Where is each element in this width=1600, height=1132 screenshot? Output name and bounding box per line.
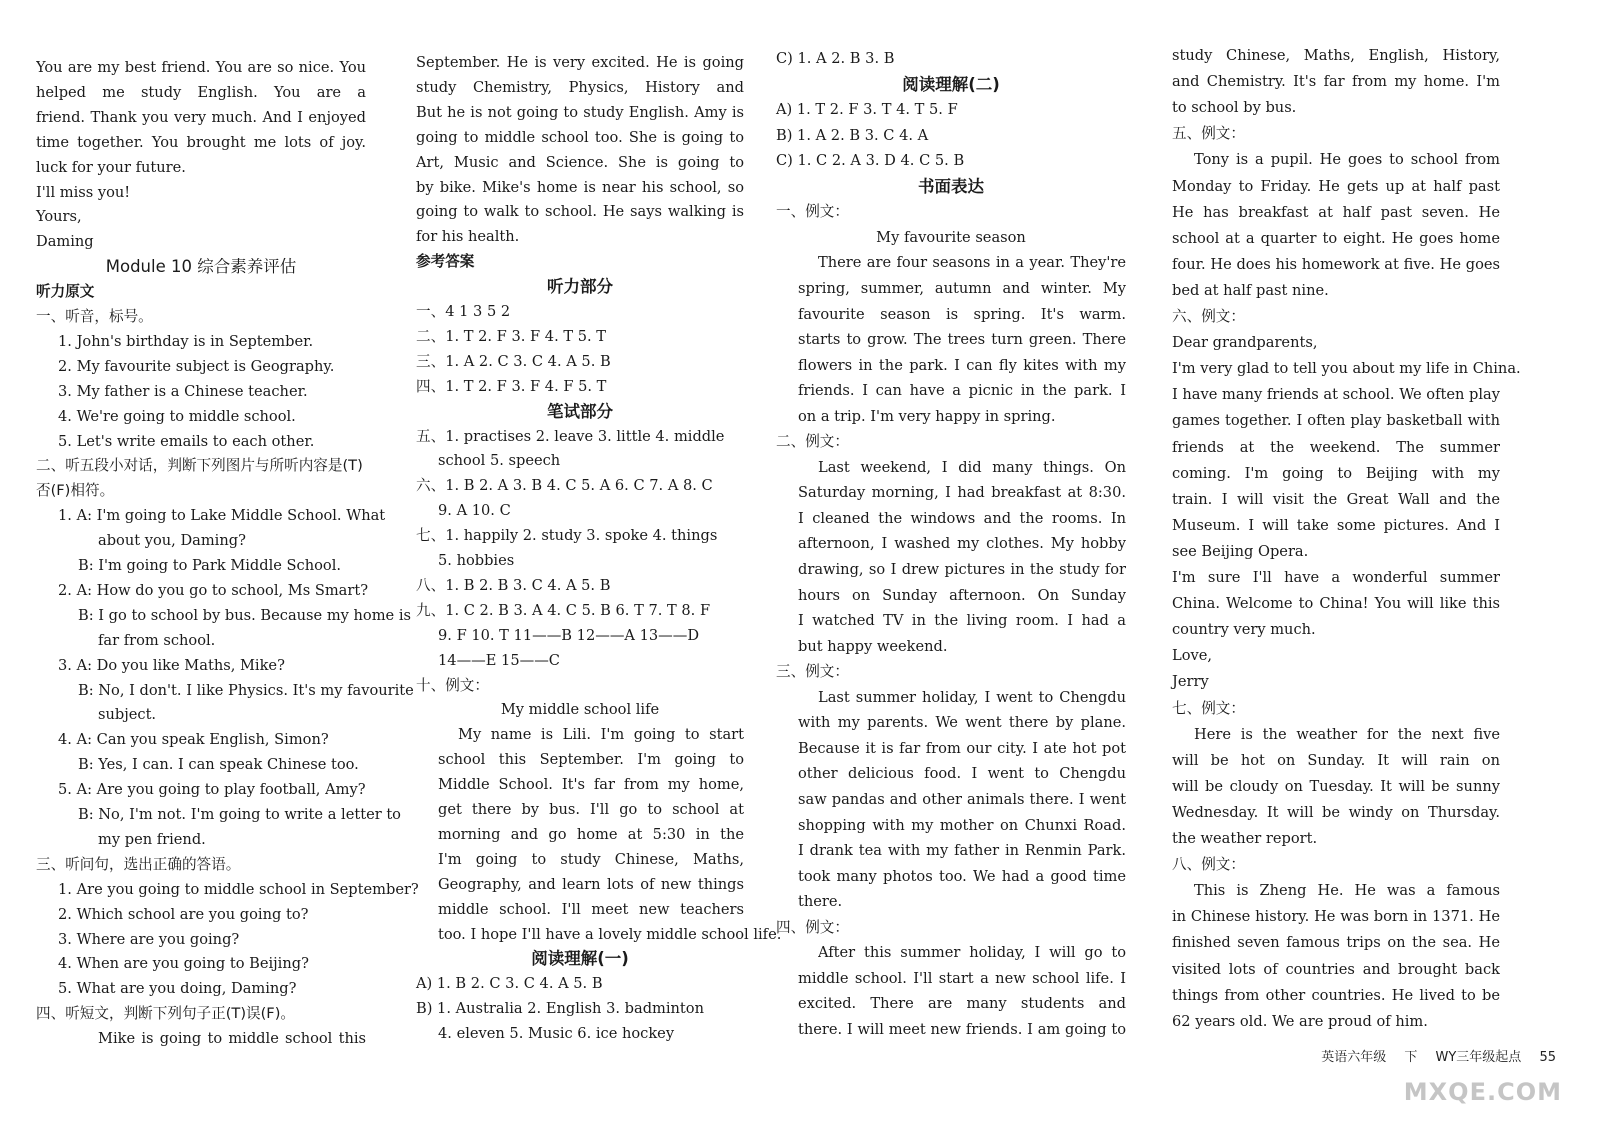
column3-line: 二、例文： [776,433,849,451]
column4-line: Wednesday. It will be windy on Thursday. [1172,803,1500,821]
column4-line: 七、例文： [1172,699,1245,717]
column2-line: going to middle school too. She is going to [416,128,744,146]
column2-line: 二、1. T 2. F 3. F 4. T 5. T [416,327,607,345]
column3-line: Last weekend, I did many things. On [818,458,1126,476]
column4-line: 五、例文： [1172,125,1245,143]
column2-line: 听力部分 [547,277,613,297]
column3-line: took many photos too. We had a good time [798,867,1126,885]
column2-line: 四、1. T 2. F 3. F 4. F 5. T [416,377,607,395]
column1-line: Mike is going to middle school this [98,1030,366,1048]
column3-line: saw pandas and other animals there. I went [798,790,1126,808]
column1-line: 4. When are you going to Beijing? [58,955,309,973]
column1-line: 1. Are you going to middle school in September? [58,880,419,898]
column3-line: 四、例文： [776,918,849,936]
column4-line: Here is the weather for the next five [1194,725,1500,743]
column2-line: 4. eleven 5. Music 6. ice hockey [438,1025,675,1043]
column2-line: My middle school life [500,701,660,719]
column2-line: 一、4 1 3 5 2 [416,303,511,320]
column3-line: 阅读理解(二) [902,74,1000,94]
column4-line: school at a quarter to eight. He goes home [1172,229,1500,247]
column2-line: But he is not going to study English. Amy is [416,103,744,121]
column1-line: You are my best friend. You are so nice. You [36,59,366,76]
column3-line: A) 1. T 2. F 3. T 4. T 5. F [776,101,958,119]
column2-line: Middle School. It's far from my home, [438,776,744,794]
column1-line: 2. My favourite subject is Geography. [58,357,335,375]
column3-line: After this summer holiday, I will go to [818,944,1126,962]
column3-line: other delicious food. I went to Chengdu [798,765,1126,783]
column4-line: games together. I often play basketball with [1172,412,1500,430]
column1-line: B: Yes, I can. I can speak Chinese too. [78,756,359,774]
column3-line: I watched TV in the living room. I had a [798,612,1126,630]
column3-line: favourite season is spring. It's warm. [798,305,1126,323]
column2-line: too. I hope I'll have a lovely middle school life. [438,925,782,943]
column1-line: 5. A: Are you going to play football, Amy? [58,781,366,799]
column3-line: middle school. I'll start a new school life. I [798,969,1126,987]
column1-line: time together. You brought me lots of joy. [36,133,366,151]
column2-line: 五、1. practises 2. leave 3. little 4. middle [416,427,725,445]
column2-line: Geography, and learn lots of new things [438,875,744,893]
column1-line: B: No, I don't. I like Physics. It's my favourite [78,681,414,699]
column1-line: about you, Daming? [98,532,246,550]
column2-line: study Chemistry, Physics, History and [416,78,744,96]
column1-line: 4. A: Can you speak English, Simon? [58,731,329,749]
column1-line: 2. Which school are you going to? [58,905,309,923]
column4-line: train. I will visit the Great Wall and the [1172,490,1500,508]
column4-line: study Chinese, Maths, English, History, [1172,47,1500,64]
column4-line: This is Zheng He. He was a famous [1194,882,1500,900]
column4-line: I have many friends at school. We often play [1172,386,1500,404]
column4-line: friends at the weekend. The summer [1172,438,1500,456]
column3-line: 一、例文： [776,203,849,221]
page-number: 55 [1539,1050,1556,1065]
column4-line: 八、例文： [1172,856,1245,874]
column4-line: finished seven famous trips on the sea. He [1172,934,1500,952]
column3-line: hours on Sunday afternoon. On Sunday [798,586,1126,604]
column4-line: country very much. [1172,621,1316,639]
footer-term: 下 [1404,1050,1418,1065]
column3-line: I cleaned the windows and the rooms. In [798,509,1126,527]
column2-line: get there by bus. I'll go to school at [438,801,744,818]
column4-line: will be cloudy on Tuesday. It will be sunny [1172,777,1500,795]
column4-line: He has breakfast at half past seven. He [1172,203,1500,221]
column4-line: 六、例文： [1172,308,1245,325]
column1-line: 听力原文 [36,283,95,301]
column1-line: 5. What are you doing, Daming? [58,980,297,998]
column3-line: B) 1. A 2. B 3. C 4. A [776,126,929,144]
column2-line: 十、例文： [416,676,489,694]
column3-line: shopping with my mother on Chunxi Road. [798,816,1126,834]
column4-line: will be hot on Sunday. It will rain on [1172,751,1500,769]
column3-line: Saturday morning, I had breakfast at 8:30. [798,484,1126,502]
column1-line: 2. A: How do you go to school, Ms Smart? [58,581,369,599]
column1-line: helped me study English. You are a [36,83,366,101]
column3-line: afternoon, I washed my clothes. My hobby [798,535,1126,553]
column4-line: things from other countries. He lived to be [1172,986,1500,1004]
column2-line: by bike. Mike's home is near his school, so [416,178,744,196]
column3-line: starts to grow. The trees turn green. There [798,331,1126,349]
column3-line: My favourite season [876,228,1026,246]
column2-line: 9. A 10. C [438,502,511,520]
column2-line: 阅读理解(一) [531,949,629,969]
column3-line: friends. I can have a picnic in the park. I [798,382,1126,400]
column1-line: 4. We're going to middle school. [58,407,296,425]
column3-line: drawing, so I drew pictures in the study for [798,561,1126,578]
column1-line: 1. A: I'm going to Lake Middle School. What [58,507,386,525]
column3-line: flowers in the park. I can fly kites with my [798,356,1126,374]
column2-line: September. He is very excited. He is going [416,54,744,71]
column1-line: 一、听音，标号。 [36,308,153,325]
column2-line: morning and go home at 5:30 in the [438,825,744,843]
column1-line: friend. Thank you very much. And I enjoyed [36,108,366,126]
column1-line: 1. John's birthday is in September. [58,332,314,350]
column4-line: Jerry [1172,673,1209,691]
column1-line: 3. My father is a Chinese teacher. [58,382,308,400]
footer-edition: WY三年级起点 [1435,1050,1522,1065]
column3-line: I drank tea with my father in Renmin Park. [798,842,1126,860]
column1-line: far from school. [98,631,216,649]
column2-line: I'm going to study Chinese, Maths, [438,850,744,868]
column2-line: 9. F 10. T 11——B 12——A 13——D [438,626,700,644]
column3-line: 书面表达 [918,176,984,196]
site-watermark: MXQE.COM [1403,1078,1562,1106]
column2-line: school this September. I'm going to [438,751,744,769]
page-footer [1307,1046,1556,1065]
column1-line: 3. A: Do you like Maths, Mike? [58,656,285,674]
column1-line: 5. Let's write emails to each other. [58,432,315,450]
column1-line: Module 10 综合素养评估 [105,257,297,277]
column2-line: 八、1. B 2. B 3. C 4. A 5. B [416,576,611,594]
column3-line: with my parents. We went there by plane. [798,714,1126,732]
column1-line: Yours, [36,208,82,226]
column3-line: C) 1. A 2. B 3. B [776,50,895,67]
column1-line: I'll miss you! [36,183,131,201]
column3-line: Because it is far from our city. I ate hot pot [798,739,1126,757]
column4-line: Tony is a pupil. He goes to school from [1194,151,1500,169]
column3-line: Last summer holiday, I went to Chengdu [818,688,1126,706]
column2-line: 5. hobbies [438,552,515,569]
column3-line: there. I will meet new friends. I am going to [798,1020,1126,1038]
column2-line: 六、1. B 2. A 3. B 4. C 5. A 6. C 7. A 8. C [416,477,713,495]
column2-line: middle school. I'll meet new teachers [438,900,744,918]
column1-line: B: No, I'm not. I'm going to write a letter to [78,806,401,823]
column3-line: spring, summer, autumn and winter. My [798,279,1126,297]
column4-line: four. He does his homework at five. He goes [1172,255,1500,273]
column4-line: see Beijing Opera. [1172,542,1309,560]
column2-line: B) 1. Australia 2. English 3. badminton [416,1000,704,1018]
column1-line: subject. [98,706,157,724]
column2-line: for his health. [416,228,520,246]
column1-line: 二、听五段小对话，判断下列图片与所听内容是(T) [36,457,363,475]
column2-line: 三、1. A 2. C 3. C 4. A 5. B [416,352,611,370]
column3-line: 三、例文： [776,663,849,681]
column3-line: on a trip. I'm very happy in spring. [798,407,1056,425]
column2-line: 14——E 15——C [438,651,560,669]
column4-line: to school by bus. [1172,99,1297,117]
column2-line: 九、1. C 2. B 3. A 4. C 5. B 6. T 7. T 8. F [416,601,711,619]
column2-line: 七、1. happily 2. study 3. spoke 4. things [416,527,718,545]
column2-line: going to walk to school. He says walking is [416,203,744,221]
column3-line: excited. There are many students and [798,995,1126,1013]
column4-line: China. Welcome to China! You will like this [1172,595,1500,613]
column3-line: There are four seasons in a year. They're [818,254,1126,272]
column4-line: I'm very glad to tell you about my life in China. [1172,360,1521,378]
column1-line: 三、听问句，选出正确的答语。 [36,855,241,873]
column1-line: luck for your future. [36,158,186,176]
column2-line: 参考答案 [416,253,475,271]
column3-line: there. [798,893,843,911]
column3-line: C) 1. C 2. A 3. D 4. C 5. B [776,152,965,170]
column2-line: A) 1. B 2. C 3. C 4. A 5. B [416,975,603,993]
column4-line: I'm sure I'll have a wonderful summer [1172,569,1500,586]
column2-line: Art, Music and Science. She is going to [416,153,744,171]
column1-line: B: I go to school by bus. Because my home is [78,606,411,624]
column4-line: bed at half past nine. [1172,281,1329,299]
column4-line: visited lots of countries and brought back [1172,960,1500,978]
column1-line: my pen friend. [98,830,206,848]
column2-line: school 5. speech [438,452,561,470]
column4-line: 62 years old. We are proud of him. [1172,1012,1428,1030]
footer-subject: 英语六年级 [1321,1050,1387,1065]
column1-line: 四、听短文，判断下列句子正(T)误(F)。 [36,1005,295,1023]
column4-line: the weather report. [1172,830,1318,847]
column1-line: 否(F)相符。 [36,482,115,500]
column1-line: 3. Where are you going? [58,930,240,948]
column3-line: but happy weekend. [798,637,948,655]
column4-line: Museum. I will take some pictures. And I [1172,516,1500,534]
column4-line: Dear grandparents, [1172,334,1318,352]
column4-line: Monday to Friday. He gets up at half past [1172,177,1500,195]
column2-line: My name is Lili. I'm going to start [458,726,744,744]
column1-line: B: I'm going to Park Middle School. [78,557,342,574]
column4-line: Love, [1172,647,1212,665]
column4-line: and Chemistry. It's far from my home. I'm [1172,73,1500,91]
column2-line: 笔试部分 [547,401,613,421]
column1-line: Daming [36,233,94,251]
column4-line: coming. I'm going to Beijing with my [1172,464,1500,482]
column4-line: in Chinese history. He was born in 1371. He [1172,908,1500,926]
